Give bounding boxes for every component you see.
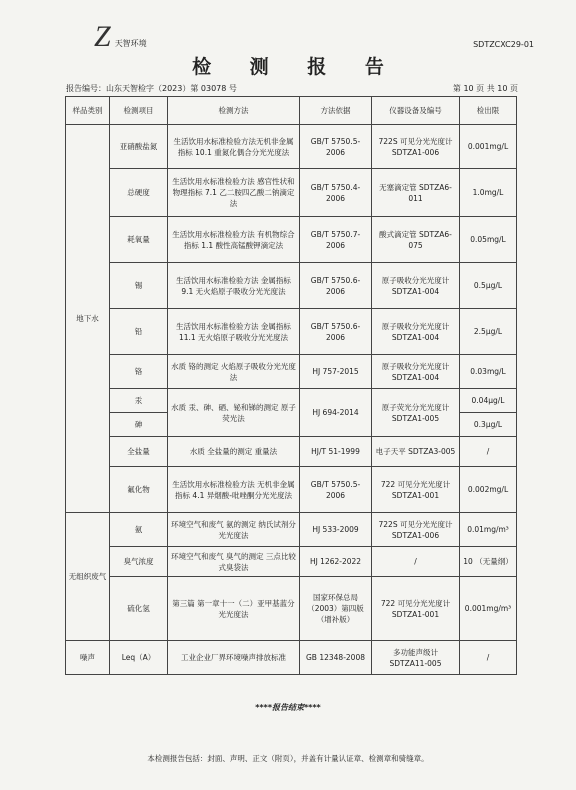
instrument-cell: 电子天平 SDTZA3-005 [372,437,460,467]
instrument-cell: 原子荧光分光光度计 SDTZA1-005 [372,389,460,437]
table-row [66,389,517,413]
item-cell: 总硬度 [110,169,168,217]
item-cell: 耗氧量 [110,217,168,263]
method-cell: 生活饮用水标准检验方法无机非金属指标 10.1 重氮化偶合分光光度法 [168,125,300,169]
basis-cell: HJ 694-2014 [300,389,372,437]
basis-cell: HJ 1262-2022 [300,547,372,577]
item-cell: 砷 [110,413,168,437]
company-logo [94,22,147,52]
method-cell: 环境空气和废气 氨的测定 纳氏试剂分光光度法 [168,513,300,547]
test-method-table [65,96,517,675]
instrument-cell: 原子吸收分光光度计 SDTZA1-004 [372,355,460,389]
basis-cell: GB/T 5750.7-2006 [300,217,372,263]
table-row [66,169,517,217]
report-end-mark: ****报告结束**** [255,703,321,712]
table-row [66,513,517,547]
basis-cell: HJ 533-2009 [300,513,372,547]
method-cell: 生活饮用水标准检验方法 金属指标 11.1 无火焰原子吸收分光光度法 [168,309,300,355]
header-cell: 仪器设备及编号 [372,97,460,125]
item-cell: Leq（A） [110,641,168,675]
page-number: 第 10 页 共 10 页 [452,84,518,93]
instrument-cell: / [372,547,460,577]
table-row [66,547,517,577]
logo-mark: Z [94,20,111,53]
logo-text: 天智环境 [114,39,147,48]
instrument-cell: 722S 可见分光光度计 SDTZA1-006 [372,513,460,547]
document-code: SDTZCXC29-01 [473,40,534,49]
basis-cell: HJ 757-2015 [300,355,372,389]
basis-cell: GB/T 5750.5-2006 [300,125,372,169]
limit-cell: / [460,641,517,675]
method-cell: 环境空气和废气 臭气的测定 三点比较式臭袋法 [168,547,300,577]
instrument-cell: 酸式滴定管 SDTZA6-075 [372,217,460,263]
limit-cell: 0.01mg/m³ [460,513,517,547]
method-cell: 第三篇 第一章十一（二）亚甲基蓝分光光度法 [168,577,300,641]
method-cell: 生活饮用水标准检验方法 感官性状和物理指标 7.1 乙二胺四乙酸二钠滴定法 [168,169,300,217]
method-cell: 生活饮用水标准检验方法 金属指标 9.1 无火焰原子吸收分光光度法 [168,263,300,309]
basis-cell: 国家环保总局（2003）第四版（增补版） [300,577,372,641]
item-cell: 锡 [110,263,168,309]
item-cell: 氟化物 [110,467,168,513]
table-header-row [66,97,517,125]
item-cell: 亚硝酸盐氮 [110,125,168,169]
header-cell: 检出限 [460,97,517,125]
limit-cell: 0.03mg/L [460,355,517,389]
method-cell: 水质 铬的测定 火焰原子吸收分光光度法 [168,355,300,389]
limit-cell: 0.001mg/L [460,125,517,169]
table-row [66,467,517,513]
limit-cell: 0.001mg/m³ [460,577,517,641]
table-row [66,217,517,263]
method-cell: 生活饮用水标准检验方法 有机物综合指标 1.1 酸性高锰酸钾滴定法 [168,217,300,263]
category-cell: 噪声 [66,641,110,675]
header-cell: 检测项目 [110,97,168,125]
item-cell: 铅 [110,309,168,355]
table-row [66,263,517,309]
table-row [66,355,517,389]
method-cell: 生活饮用水标准检验方法 无机非金属指标 4.1 异烟酸-吡唑酮分光光度法 [168,467,300,513]
table-row [66,125,517,169]
method-cell: 水质 全盐量的测定 重量法 [168,437,300,467]
table-row [66,641,517,675]
limit-cell: 0.05mg/L [460,217,517,263]
instrument-cell: 无塞滴定管 SDTZA6-011 [372,169,460,217]
limit-cell: 10 （无量纲） [460,547,517,577]
instrument-cell: 原子吸收分光光度计 SDTZA1-004 [372,263,460,309]
item-cell: 汞 [110,389,168,413]
item-cell: 铬 [110,355,168,389]
report-number: 报告编号：山东天智检字（2023）第 03078 号 [66,84,237,93]
page-title: 检 测 报 告 [192,56,400,78]
category-cell: 地下水 [66,125,110,513]
item-cell: 氨 [110,513,168,547]
instrument-cell: 原子吸收分光光度计 SDTZA1-004 [372,309,460,355]
table-row [66,309,517,355]
header-cell: 方法依据 [300,97,372,125]
basis-cell: HJ/T 51-1999 [300,437,372,467]
header-cell: 样品类别 [66,97,110,125]
limit-cell: 2.5μg/L [460,309,517,355]
limit-cell: 1.0mg/L [460,169,517,217]
instrument-cell: 多功能声级计 SDTZA11-005 [372,641,460,675]
basis-cell: GB/T 5750.6-2006 [300,309,372,355]
report-contents-note: 本检测报告包括：封面、声明、正文（附页），并盖有计量认证章、检测章和骑缝章。 [147,754,429,763]
limit-cell: 0.5μg/L [460,263,517,309]
limit-cell: 0.002mg/L [460,467,517,513]
limit-cell: 0.3μg/L [460,413,517,437]
basis-cell: GB/T 5750.6-2006 [300,263,372,309]
method-cell: 水质 汞、砷、硒、铋和锑的测定 原子荧光法 [168,389,300,437]
item-cell: 全盐量 [110,437,168,467]
table-row [66,437,517,467]
method-cell: 工业企业厂界环境噪声排放标准 [168,641,300,675]
limit-cell: 0.04μg/L [460,389,517,413]
instrument-cell: 722 可见分光光度计 SDTZA1-001 [372,467,460,513]
basis-cell: GB 12348-2008 [300,641,372,675]
header-cell: 检测方法 [168,97,300,125]
limit-cell: / [460,437,517,467]
instrument-cell: 722S 可见分光光度计 SDTZA1-006 [372,125,460,169]
item-cell: 硫化氢 [110,577,168,641]
basis-cell: GB/T 5750.5-2006 [300,467,372,513]
instrument-cell: 722 可见分光光度计 SDTZA1-001 [372,577,460,641]
item-cell: 臭气浓度 [110,547,168,577]
table-row [66,577,517,641]
basis-cell: GB/T 5750.4-2006 [300,169,372,217]
category-cell: 无组织废气 [66,513,110,641]
